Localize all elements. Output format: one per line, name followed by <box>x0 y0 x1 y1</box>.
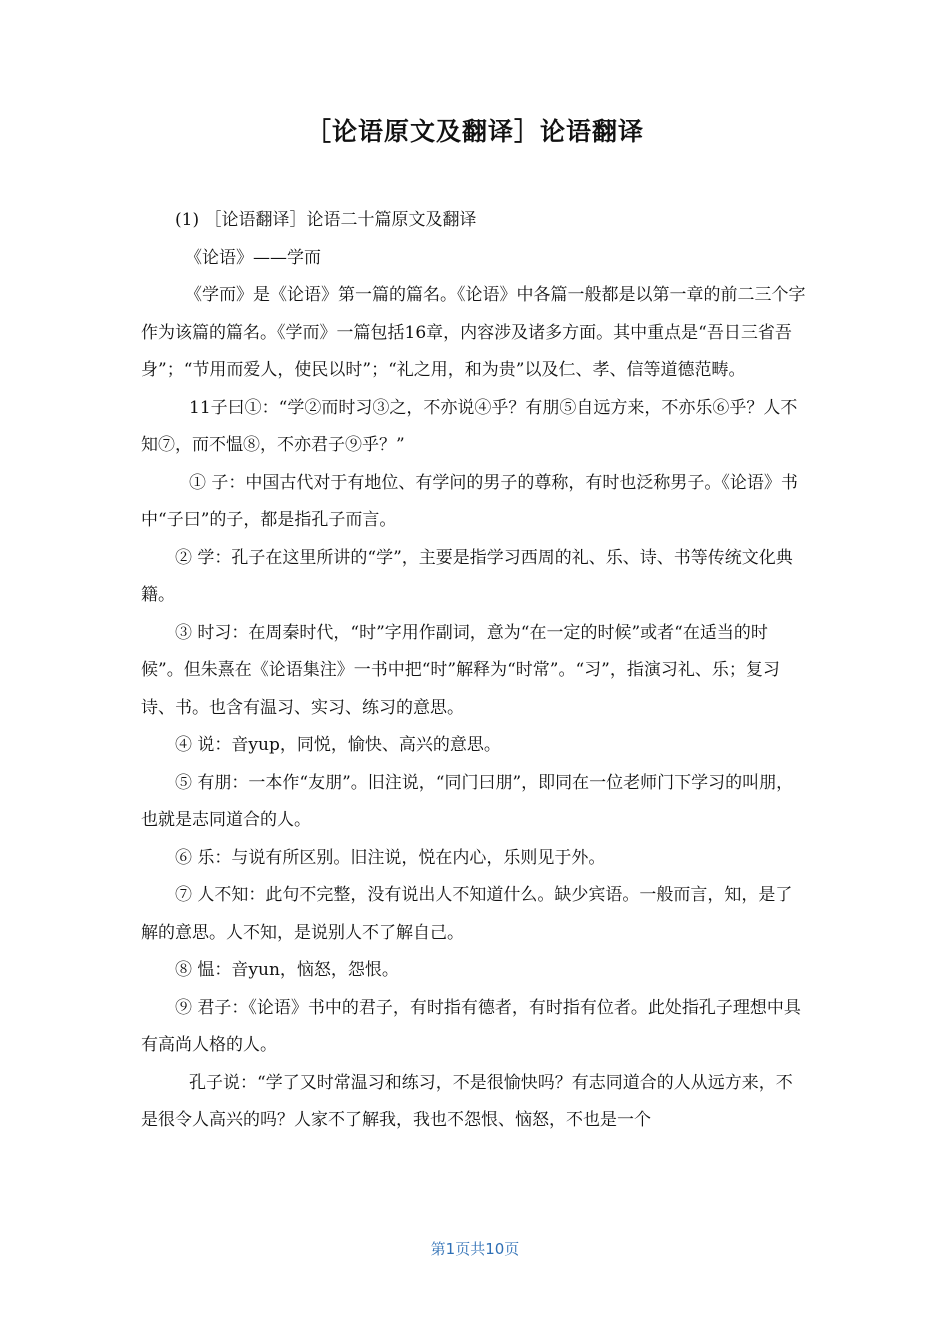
paragraph-note-6: ⑥ 乐：与说有所区别。旧注说，悦在内心，乐则见于外。 <box>175 847 606 868</box>
paragraph-note-3: ③ 时习：在周秦时代，“时”字用作副词，意为“在一定的时候”或者“在适当的时候”。但朱熹在《论语集注》一书中把“时”解释为“时常”。“习”，指演习礼、乐；复习诗、书。也含有温习、实习、练习的意思。 <box>141 622 780 718</box>
document-title: ［论语原文及翻译］论语翻译 <box>305 117 644 146</box>
paragraph-chapter: 《论语》——学而 <box>185 247 321 268</box>
paragraph-note-4: ④ 说：音yup，同悦，愉快、高兴的意思。 <box>175 735 501 755</box>
paragraph-note-9: ⑨ 君子：《论语》书中的君子，有时指有德者，有时指有位者。此处指孔子理想中具有高尚人格的人。 <box>141 997 801 1055</box>
paragraph-heading: (1) ［论语翻译］论语二十篇原文及翻译 <box>175 210 477 230</box>
paragraph-note-8: ⑧ 愠：音yun，恼怒，怨恨。 <box>175 960 399 980</box>
paragraph-intro: 《学而》是《论语》第一篇的篇名。《论语》中各篇一般都是以第一章的前二三个字作为该篇的篇名。《学而》一篇包括16章，内容涉及诸多方面。其中重点是“吾日三省吾身”；“节用而爱人，使民以时”；“礼之用，和为贵”以及仁、孝、信等道德范畴。 <box>141 285 806 380</box>
paragraph-note-1: ① 子：中国古代对于有地位、有学问的男子的尊称，有时也泛称男子。《论语》书中“子曰”的子，都是指孔子而言。 <box>141 472 798 530</box>
paragraph-note-7: ⑦ 人不知：此句不完整，没有说出人不知道什么。缺少宾语。一般而言，知，是了解的意思。人不知，是说别人不了解自己。 <box>141 885 793 943</box>
paragraph-original-text: 11子曰①：“学②而时习③之，不亦说④乎？有朋⑤自远方来，不亦乐⑥乎？人不知⑦，而不愠⑧，不亦君子⑨乎？” <box>141 397 798 455</box>
paragraph-note-5: ⑤ 有朋：一本作“友朋”。旧注说，“同门曰朋”，即同在一位老师门下学习的叫朋，也就是志同道合的人。 <box>141 772 794 830</box>
document-body <box>141 202 809 1140</box>
paragraph-note-2: ② 学：孔子在这里所讲的“学”，主要是指学习西周的礼、乐、诗、书等传统文化典籍。 <box>141 547 793 605</box>
paragraph-translation: 孔子说：“学了又时常温习和练习，不是很愉快吗？有志同道合的人从远方来，不是很令人高兴的吗？人家不了解我，我也不怨恨、恼怒，不也是一个 <box>141 1072 793 1130</box>
page-number-footer: 第1页共10页 <box>430 1240 520 1258</box>
